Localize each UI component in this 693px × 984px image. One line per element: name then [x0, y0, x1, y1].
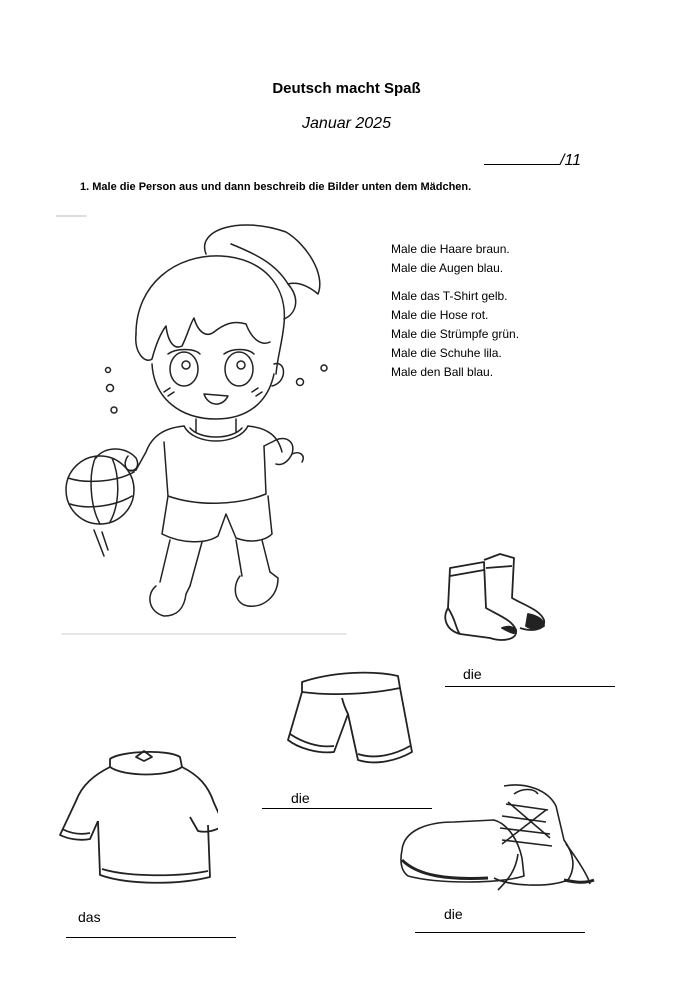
shorts-icon	[288, 673, 412, 763]
task-item: Male die Augen blau.	[391, 261, 504, 275]
socks-icon	[445, 554, 544, 640]
task-item: Male den Ball blau.	[391, 365, 494, 379]
shorts-article: die	[291, 790, 310, 806]
shoes-icon	[401, 785, 594, 890]
tshirt-picture[interactable]	[58, 745, 218, 895]
tshirt-answer-line[interactable]	[66, 937, 236, 938]
score-field[interactable]	[484, 148, 581, 170]
coloring-task-list	[391, 240, 519, 382]
girl-coloring-illustration[interactable]	[56, 214, 356, 639]
task-item: Male die Schuhe lila.	[391, 346, 502, 360]
tshirt-icon	[60, 751, 218, 883]
socks-picture[interactable]	[440, 546, 560, 646]
task-item: Male das T-Shirt gelb.	[391, 289, 508, 303]
task-item: Male die Strümpfe grün.	[391, 327, 520, 341]
worksheet-title: Deutsch macht Spaß	[272, 80, 421, 97]
shorts-picture[interactable]	[282, 668, 417, 776]
socks-article: die	[463, 666, 482, 682]
task-item: Male die Haare braun.	[391, 242, 510, 256]
socks-answer-line[interactable]	[445, 686, 615, 687]
score-total: /11	[560, 152, 582, 169]
shoes-answer-line[interactable]	[415, 932, 585, 933]
tshirt-article: das	[78, 909, 101, 925]
task-item: Male die Hose rot.	[391, 308, 489, 322]
shoes-article: die	[444, 906, 463, 922]
worksheet-date: Januar 2025	[302, 115, 391, 132]
score-blank[interactable]	[484, 148, 560, 165]
shoes-picture[interactable]	[398, 780, 598, 900]
exercise-instruction: 1. Male die Person aus und dann beschreib die Bilder unten dem Mädchen.	[80, 181, 472, 193]
